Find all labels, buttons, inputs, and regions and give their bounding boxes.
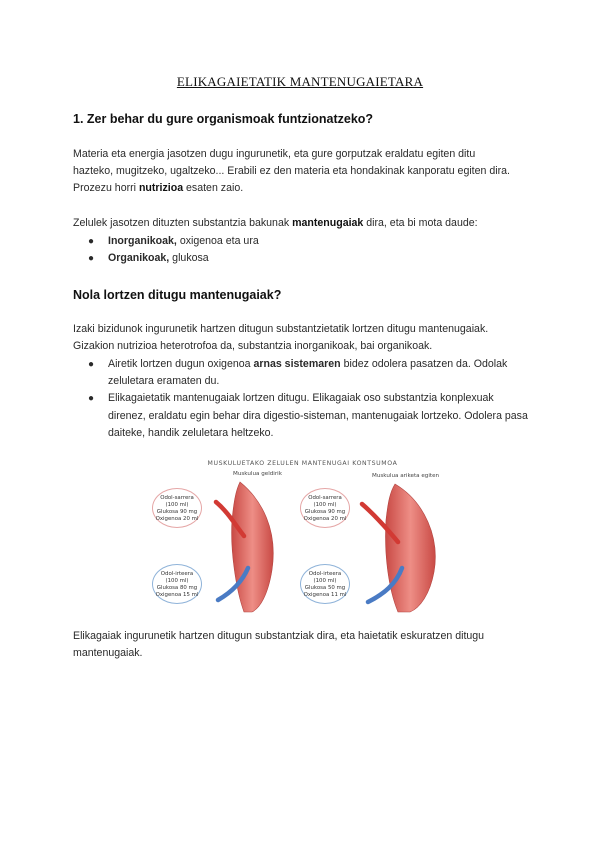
section-heading-1: 1. Zer behar du gure organismoak funtzionatzeko? xyxy=(73,112,374,126)
paragraph-line: hazteko, mugitzeko, ugaltzeko... Erabili ez den materia eta hondakinak kanporatu egiten dira. xyxy=(73,165,510,178)
bullet-icon: ● xyxy=(88,253,95,265)
paragraph-line: Materia eta energia jasotzen dugu ingurunetik, eta gure gorputzak eraldatu egiten ditu xyxy=(73,148,476,160)
paragraph-line: Elikagaiak ingurunetik hartzen ditugun substantziak dira, eta haietatik eskuratzen ditugu xyxy=(73,630,485,642)
muscle-nutrient-figure xyxy=(140,460,465,615)
right-panel-label: Muskulua ariketa egiten xyxy=(372,473,440,479)
muscle-left-shape xyxy=(232,482,274,612)
bullet-icon: ● xyxy=(88,393,95,405)
nutrient-types-list xyxy=(88,233,533,267)
right-blood-out-bubble: Odol-irteera (100 ml) Glukosa 50 mg Oxigenoa 11 ml xyxy=(300,564,350,604)
paragraph-line: Prozezu horri nutrizioa esaten zaio. xyxy=(73,182,244,195)
bullet-icon: ● xyxy=(88,359,95,370)
list-item: ● Inorganikoak, oxigenoa eta ura xyxy=(88,233,533,250)
nutrient-sources-list xyxy=(88,356,533,442)
right-blood-in-bubble: Odol-sarrera (100 ml) Glukosa 90 mg Oxigenoa 20 ml xyxy=(300,488,350,528)
bold-term: mantenugaiak xyxy=(292,217,364,229)
bold-term: nutrizioa xyxy=(138,182,184,195)
bold-term: arnas sistemaren xyxy=(253,358,341,370)
bullet-icon: ● xyxy=(88,236,95,247)
list-item: ● Organikoak, glukosa xyxy=(88,250,533,267)
section-heading-2: Nola lortzen ditugu mantenugaiak? xyxy=(73,288,282,302)
paragraph-line: Izaki bizidunok ingurunetik hartzen ditugun substantzietatik lortzen ditugu mantenugaiak. xyxy=(73,323,489,335)
paragraph-line: mantenugaiak. xyxy=(73,647,143,660)
list-item: ● Airetik lortzen dugun oxigenoa arnas sistemaren bidez odolera pasatzen da. Odolak zeluletara eramaten du. xyxy=(88,358,508,388)
nutrition-paragraph xyxy=(73,146,533,198)
left-panel-label: Muskulua geldirik xyxy=(233,471,282,477)
list-item: ● Elikagaietatik mantenugaiak lortzen ditugu. Elikagaiak oso substantzia konplexuak direnez, eraldatu egin behar dira digestio-sisteman, mantenugaiak lortzeko. Odolera pasa daiteke, handik zeluletara heltzeko. xyxy=(88,392,528,439)
closing-paragraph xyxy=(73,628,533,662)
figure-title: MUSKULUETAKO ZELULEN MANTENUGAI KONTSUMOA xyxy=(207,460,398,467)
muscle-right-shape xyxy=(386,484,436,612)
left-blood-out-bubble: Odol-irteera (100 ml) Glukosa 80 mg Oxigenoa 15 ml xyxy=(152,564,202,604)
document-title: ELIKAGAIETATIK MANTENUGAIETARA xyxy=(176,74,424,89)
paragraph-line: Gizakion nutrizioa heterotrofoa da, substantzia inorganikoak, bai organikoak. xyxy=(73,340,433,353)
left-blood-in-bubble: Odol-sarrera (100 ml) Glukosa 90 mg Oxigenoa 20 ml xyxy=(152,488,202,528)
heterotroph-paragraph xyxy=(73,321,533,355)
nutrients-paragraph: Zelulek jasotzen dituzten substantzia bakunak mantenugaiak dira, eta bi mota daude: xyxy=(73,217,478,229)
